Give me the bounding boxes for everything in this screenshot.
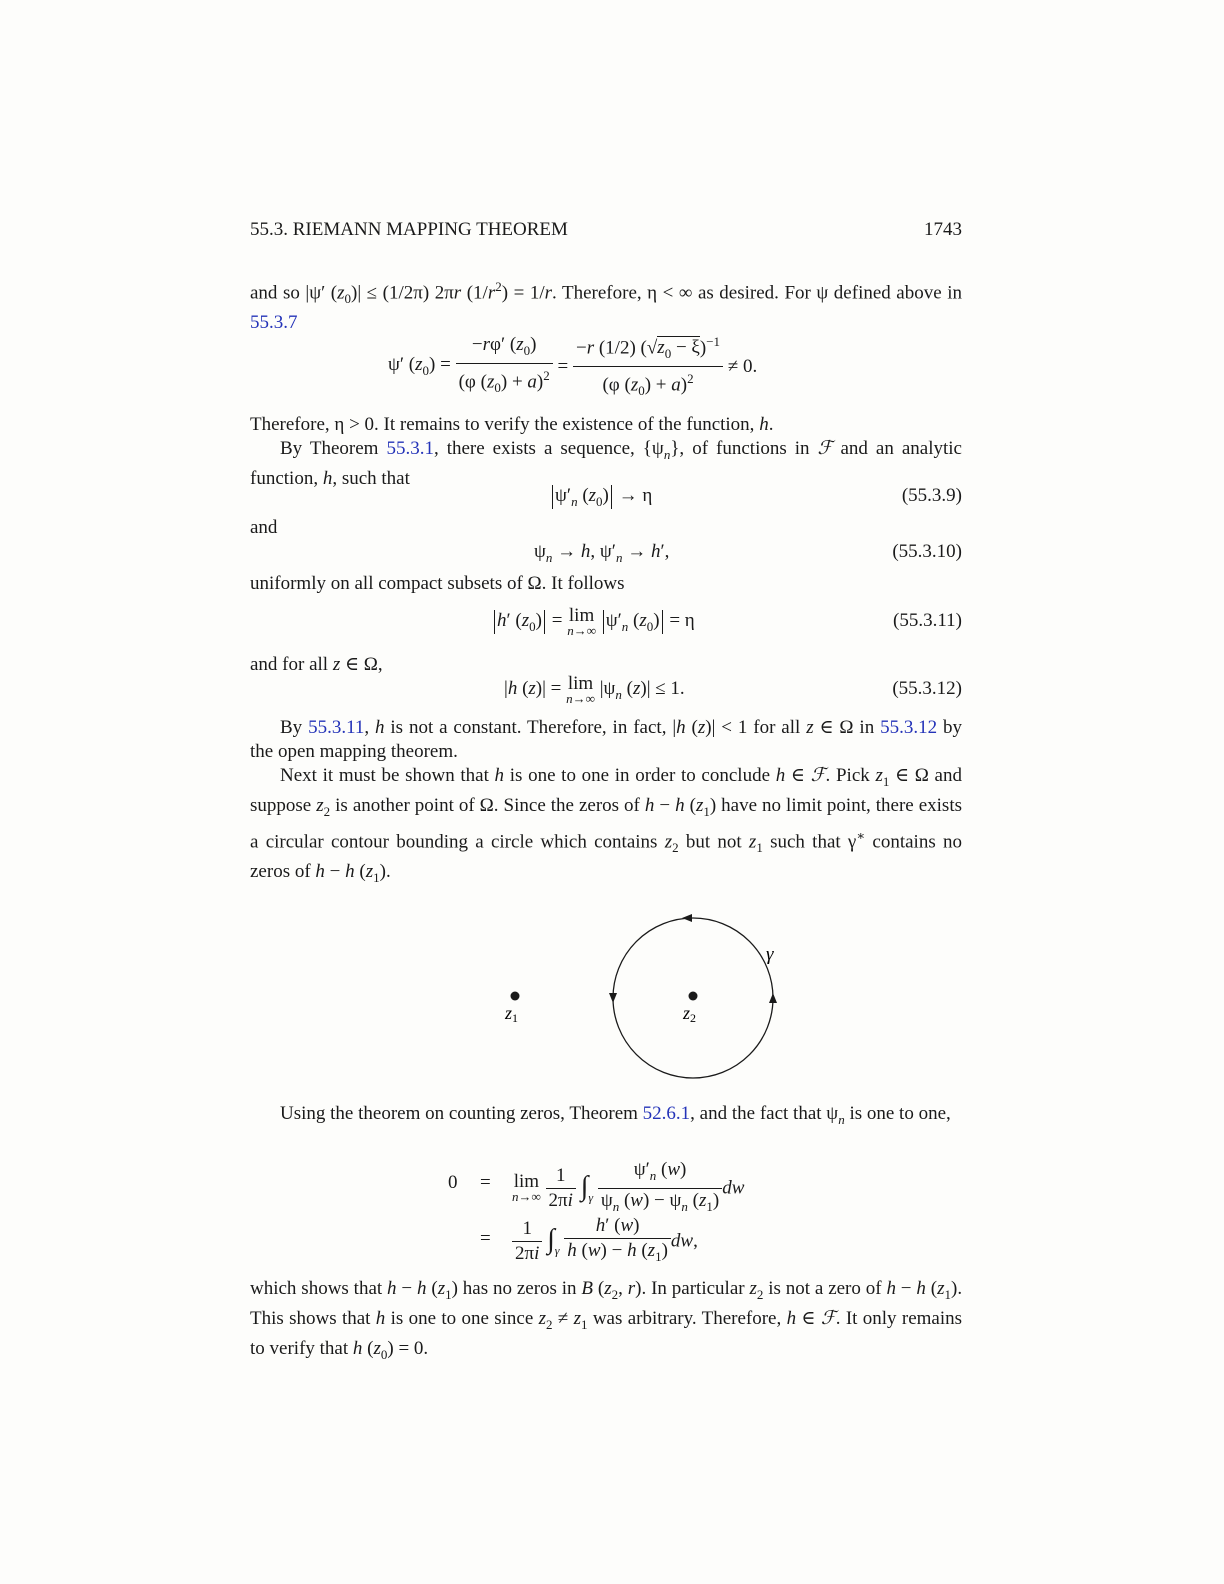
equation-number: (55.3.9) xyxy=(901,485,962,506)
display-equation: ψ′ $(z_0)$ = $\frac{-r\varphi' (z_0)}{(\varphi (z_0) + a)^2}$ = $\frac{-r (1/2) (√z_0 - \xi)^{-1}}{(\varphi (z_0) + a)^2}$ ≠ 0. xyxy=(250,330,962,410)
arrow-top xyxy=(682,914,692,922)
arrow-right xyxy=(769,993,777,1003)
running-header xyxy=(250,219,962,241)
paragraph: which shows that h − h $(z_1)$ has no zeros in B ($z_2$, r). In particular $z_2$ is not a zero of h − h $(z_1)$. This shows that h is one to one since $z_2 \ne z_1$ was arbitrary. Therefore, h ∈ ℱ. It only remains to verify that h $(z_0) = 0$. xyxy=(250,1278,963,1362)
point-z1 xyxy=(511,992,520,1001)
point-z2 xyxy=(689,992,698,1001)
contour-figure xyxy=(490,905,810,1090)
arrow-left xyxy=(609,993,617,1003)
paragraph: Using the theorem on counting zeros, Theorem 52.6.1, and the fact that $\psi_n$ is one to one, xyxy=(280,1103,951,1127)
equation-number: (55.3.11) xyxy=(893,610,962,631)
equation: |h (z)| = lim n→∞ $|\psi_n$ (z)| ≤ 1. (55.3.12) xyxy=(504,673,962,706)
paragraph: Therefore, η > 0. It remains to verify the existence of the function, h. xyxy=(250,414,774,435)
paragraph: Next it must be shown that h is one to one in order to conclude h ∈ ℱ. Pick $z_1$ ∈ Ω and suppose $z_2$ is another point of Ω. Since the zeros of h − h $(z_1)$ have no limit point, there exists a circular contour bounding a circle which contains $z_2$ but not $z_1$ such that γ∗ contains no zeros of h − h $(z_1)$. xyxy=(250,765,962,885)
cross-reference[interactable]: 55.3.11 xyxy=(308,717,365,738)
gamma-label: γ xyxy=(766,944,774,965)
paragraph: uniformly on all compact subsets of Ω. It follows xyxy=(250,573,625,594)
paragraph: By Theorem 55.3.1, there exists a sequence, $\{\psi_n\}$, of functions in ℱ and an analytic function, h, such that xyxy=(250,438,962,489)
cross-reference[interactable]: 55.3.12 xyxy=(880,717,938,738)
aligned-equations: 0 = lim n→∞ $\frac{1}{2\pi i}$ $\int_\gamma$ $\frac{\psi'_n (w)}{\psi_n (w) - \psi_n (z_1)}$ dw = $\frac{1}{2\pi i}$ $\int_\gamma$ $\frac{h' (w)}{h (w) - h (z_1)}$ dw, xyxy=(448,1159,745,1264)
equation: $\psi_n \to h$, $\psi'_n \to h'$, (55.3.10) xyxy=(250,538,962,566)
cross-reference[interactable]: 52.6.1 xyxy=(642,1103,691,1124)
cross-reference[interactable]: 55.3.7 xyxy=(250,312,298,334)
paragraph: and for all z ∈ Ω, xyxy=(250,654,383,675)
paragraph: and xyxy=(250,517,278,538)
equation: $\psi'_n$ $(z_0) \to \eta$ (55.3.9) xyxy=(250,482,962,510)
equation-number: (55.3.10) xyxy=(892,541,962,562)
section-title: 55.3. RIEMANN MAPPING THEOREM xyxy=(250,219,568,240)
page-number: 1743 xyxy=(924,219,962,240)
cross-reference[interactable]: 55.3.1 xyxy=(386,438,434,459)
paragraph: and so |ψ′ $(z_0)| \le (1/2\pi)$ 2πr $(1/r^2) = 1/r$. Therefore, η < ∞ as desired. For ψ defined above in 55.3.7 xyxy=(250,279,962,334)
label-z1: z1 xyxy=(505,1003,519,1025)
label-z2: z2 xyxy=(683,1003,697,1025)
equation: h′ $(z_0) = \lim$ n→∞ $\psi'_n$ $(z_0) = \eta$ (55.3.11) xyxy=(250,607,962,647)
paragraph: By 55.3.11, h is not a constant. Therefore, in fact, |h (z)| < 1 for all z ∈ Ω in 55.3.12 by the open mapping theorem. xyxy=(250,717,962,762)
equation-number: (55.3.12) xyxy=(892,678,962,699)
